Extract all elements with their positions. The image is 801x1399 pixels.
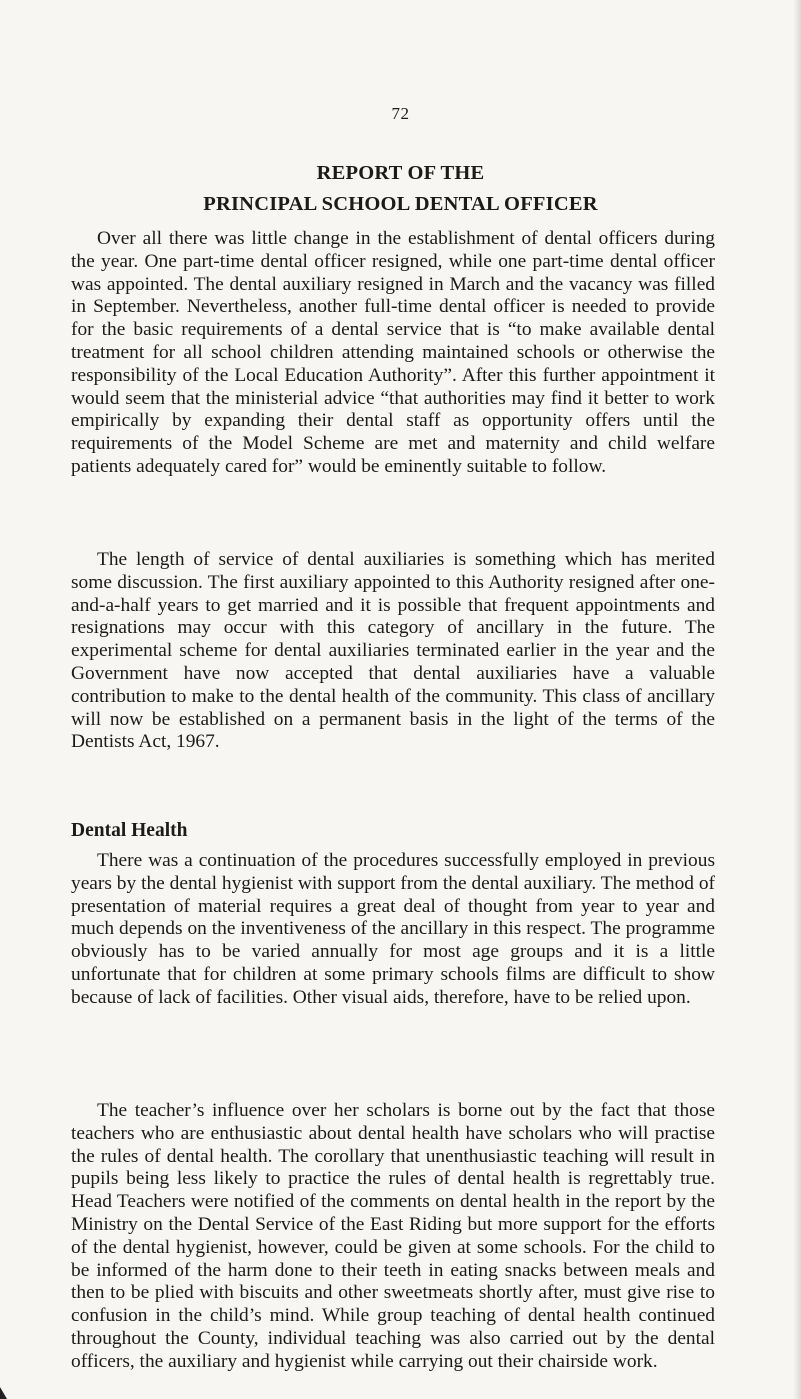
scan-corner-mark xyxy=(0,1387,7,1399)
paragraph-procedures: There was a continuation of the procedures successfully employed in previous years by the dental hygienist with support from the dental auxiliary. The method of presentation of material requires a great deal of thought from year to year and much depends on the inventiveness of the ancillary in this respect. The programme obviously has to be varied annually for most age groups and it is a little unfortunate that for children at some primary schools films are difficult to show because of lack of facilities. Other visual aids, therefore, have to be relied upon. xyxy=(71,850,715,1008)
report-title-line-2: PRINCIPAL SCHOOL DENTAL OFFICER xyxy=(203,193,598,215)
paragraph-teacher-influence: The teacher’s influence over her scholars is borne out by the fact that those teachers who are enthusiastic about dental health have scholars who will practise the rules of dental health. The corollary that unenthusiastic teaching will result in pupils being less likely to practice the rules of dental health is regrettably true. Head Teachers were notified of the comments on dental health in the report by the Ministry on the Dental Service of the East Riding but more support for the efforts of the dental hygienist, however, could be given at some schools. For the child to be informed of the harm done to their teeth in eating snacks between meals and then to be plied with biscuits and other sweetmeats shortly after, must give rise to confusion in the child’s mind. While group teaching of dental health continued throughout the County, individual teaching was also carried out by the dental officers, the auxiliary and hygienist while carrying out their chairside work. xyxy=(71,1100,715,1372)
paragraph-establishment: Over all there was little change in the establishment of dental officers during the year. One part-time dental officer resigned, while one part-time dental officer was appointed. The dental auxiliary resigned in March and the vacancy was filled in September. Nevertheless, another full-time dental officer is needed to provide for the basic requirements of a dental service that is “to make available dental treatment for all school children attending maintained schools or otherwise the responsibility of the Local Education Authority”. After this further appointment it would seem that the ministerial advice “that authorities may find it better to work empirically by expanding their dental staff as opportunity offers until the requirements of the Model Scheme are met and maternity and child welfare patients adequately cared for” would be eminently suitable to follow. xyxy=(71,228,715,477)
section-heading-dental-health: Dental Health xyxy=(71,820,188,841)
page-number: 72 xyxy=(391,104,410,123)
paragraph-auxiliaries: The length of service of dental auxiliaries is something which has merited some discussion. The first auxiliary appointed to this Authority resigned after one-and-a-half years to get married and it is possible that frequent appointments and resignations may occur with this category of ancillary in the future. The experimental scheme for dental auxiliaries terminated earlier in the year and the Government have now accepted that dental auxiliaries have a valuable contribution to make to the dental health of the community. This class of ancillary will now be established on a permanent basis in the light of the terms of the Dentists Act, 1967. xyxy=(71,549,715,753)
report-title-line-1: REPORT OF THE xyxy=(316,162,485,184)
